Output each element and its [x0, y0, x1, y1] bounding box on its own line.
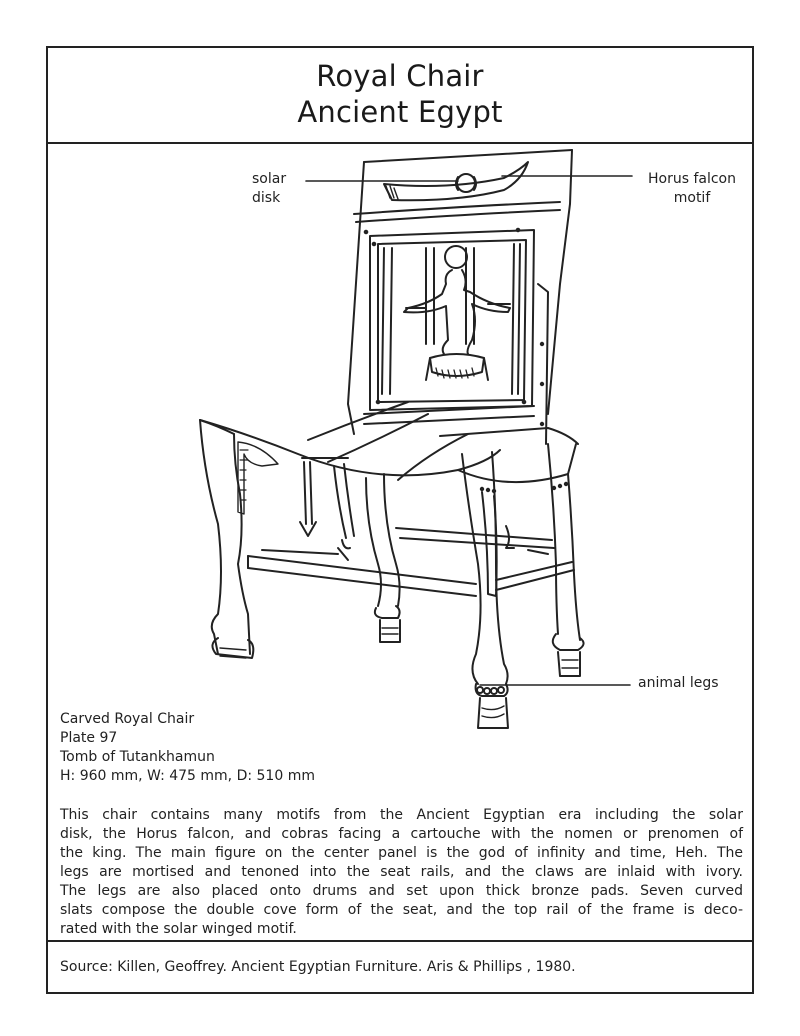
description-line: legs are mortised and tenoned into the seat rails, and the claws are inlaid with ivory.: [60, 864, 743, 880]
description-line: The legs are also placed onto drums and set upon thick bronze pads. Seven curved: [60, 883, 743, 899]
figure-area: [48, 144, 752, 939]
description-line: disk, the Horus falcon, and cobras facing a cartouche with the nomen or prenomen of: [60, 826, 743, 842]
label-horus-falcon-line2: motif: [673, 190, 711, 206]
source-citation: Source: Killen, Geoffrey. Ancient Egyptian Furniture. Aris & Phillips , 1980.: [60, 959, 576, 975]
object-name: Carved Royal Chair: [60, 711, 195, 727]
object-info: [60, 710, 315, 786]
page-subtitle: Ancient Egypt: [297, 95, 503, 129]
object-dimensions: H: 960 mm, W: 475 mm, D: 510 mm: [60, 768, 315, 784]
label-horus-falcon: [638, 170, 746, 208]
label-solar-disk-line2: disk: [252, 190, 281, 206]
heh-figure: [404, 246, 510, 380]
object-plate: Plate 97: [60, 730, 118, 746]
front-left-leg: [200, 420, 278, 658]
back-left-leg: [366, 474, 400, 642]
chair-backrest: [348, 150, 572, 444]
description-line: This chair contains many motifs from the Ancient Egyptian era including the solar: [60, 807, 743, 823]
description-paragraph: [60, 806, 743, 939]
front-right-leg: [462, 452, 508, 728]
label-horus-falcon-line1: Horus falcon: [648, 171, 736, 187]
description-line: rated with the solar winged motif.: [60, 921, 297, 937]
page-title: Royal Chair: [316, 59, 484, 93]
label-solar-disk: [252, 170, 286, 208]
source-box: [48, 940, 752, 994]
description-line: slats compose the double cove form of the seat, and the top rail of the frame is deco-: [60, 902, 743, 918]
description-line: the king. The main figure on the center panel is the god of infinity and time, Heh. The: [60, 845, 743, 861]
title-box: [48, 48, 752, 144]
chair-stretchers: [248, 526, 574, 596]
label-solar-disk-line1: solar: [252, 171, 287, 187]
document-frame: [46, 46, 754, 994]
label-animal-legs: animal legs: [638, 675, 719, 691]
object-provenance: Tomb of Tutankhamun: [60, 749, 215, 765]
